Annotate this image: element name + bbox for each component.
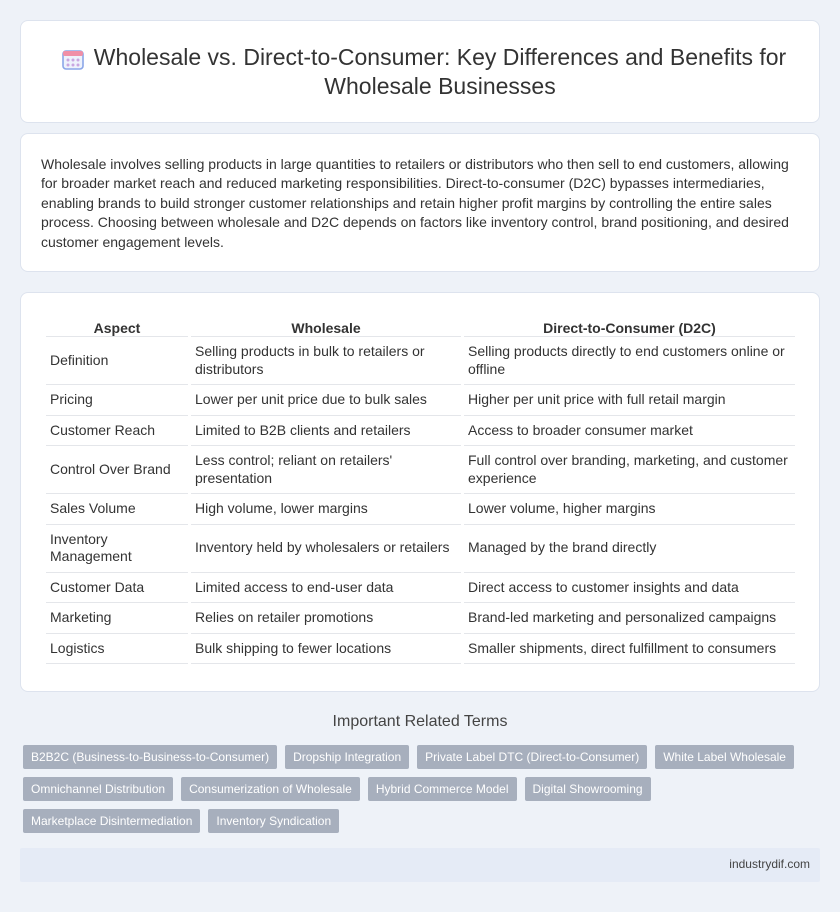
related-tag[interactable]: Omnichannel Distribution <box>23 777 173 801</box>
row-aspect: Definition <box>46 337 188 385</box>
related-tag[interactable]: B2B2C (Business-to-Business-to-Consumer) <box>23 745 277 769</box>
intro-card <box>20 133 820 272</box>
row-wholesale: Less control; reliant on retailers' presentation <box>191 446 461 494</box>
comparison-table <box>43 315 798 664</box>
row-wholesale: Selling products in bulk to retailers or distributors <box>191 337 461 385</box>
table-row <box>46 337 795 385</box>
row-wholesale: Relies on retailer promotions <box>191 603 461 634</box>
related-tag[interactable]: Hybrid Commerce Model <box>368 777 517 801</box>
header-d2c: Direct-to-Consumer (D2C) <box>464 315 795 337</box>
row-wholesale: Limited to B2B clients and retailers <box>191 416 461 447</box>
footer <box>20 848 820 882</box>
table-row <box>46 634 795 665</box>
row-aspect: Customer Reach <box>46 416 188 447</box>
related-terms-tags <box>23 745 813 833</box>
table-row <box>46 525 795 573</box>
row-d2c: Selling products directly to end customers online or offline <box>464 337 795 385</box>
row-aspect: Logistics <box>46 634 188 665</box>
row-d2c: Smaller shipments, direct fulfillment to consumers <box>464 634 795 665</box>
related-tag[interactable]: Marketplace Disintermediation <box>23 809 200 833</box>
row-d2c: Full control over branding, marketing, and customer experience <box>464 446 795 494</box>
row-d2c: Access to broader consumer market <box>464 416 795 447</box>
row-aspect: Control Over Brand <box>46 446 188 494</box>
row-d2c: Direct access to customer insights and data <box>464 573 795 604</box>
row-d2c: Higher per unit price with full retail margin <box>464 385 795 416</box>
row-wholesale: Inventory held by wholesalers or retailers <box>191 525 461 573</box>
footer-site[interactable]: industrydif.com <box>729 857 810 871</box>
related-tag[interactable]: Private Label DTC (Direct-to-Consumer) <box>417 745 647 769</box>
row-aspect: Customer Data <box>46 573 188 604</box>
row-wholesale: High volume, lower margins <box>191 494 461 525</box>
header-wholesale: Wholesale <box>191 315 461 337</box>
related-tag[interactable]: Inventory Syndication <box>208 809 339 833</box>
related-tag[interactable]: Dropship Integration <box>285 745 409 769</box>
row-aspect: Inventory Management <box>46 525 188 573</box>
page-title: Wholesale vs. Direct-to-Consumer: Key Differences and Benefits for Wholesale Businesses <box>93 44 787 99</box>
row-aspect: Pricing <box>46 385 188 416</box>
title-card <box>20 20 820 123</box>
row-wholesale: Lower per unit price due to bulk sales <box>191 385 461 416</box>
table-row <box>46 494 795 525</box>
row-aspect: Marketing <box>46 603 188 634</box>
row-wholesale: Limited access to end-user data <box>191 573 461 604</box>
row-d2c: Managed by the brand directly <box>464 525 795 573</box>
comparison-card <box>20 292 820 692</box>
row-d2c: Brand-led marketing and personalized campaigns <box>464 603 795 634</box>
row-wholesale: Bulk shipping to fewer locations <box>191 634 461 665</box>
related-tag[interactable]: Digital Showrooming <box>525 777 651 801</box>
header-aspect: Aspect <box>46 315 188 337</box>
intro-paragraph: Wholesale involves selling products in large quantities to retailers or distributors who then sell to end customers, allowing for broader market reach and reduced marketing responsibilities. Direct-to-consumer (D2C) bypasses intermediaries, enabling brands to build stronger customer relationships and retain higher profit margins by controlling the entire sales process. Choosing between wholesale and D2C depends on factors like inventory control, brand positioning, and desired customer engagement levels. <box>41 156 789 250</box>
table-row <box>46 385 795 416</box>
related-tag[interactable]: White Label Wholesale <box>655 745 794 769</box>
table-header-row <box>46 315 795 337</box>
related-terms-heading: Important Related Terms <box>332 713 508 730</box>
table-row <box>46 603 795 634</box>
row-d2c: Lower volume, higher margins <box>464 494 795 525</box>
table-row <box>46 416 795 447</box>
table-row <box>46 573 795 604</box>
related-tag[interactable]: Consumerization of Wholesale <box>181 777 360 801</box>
row-aspect: Sales Volume <box>46 494 188 525</box>
table-row <box>46 446 795 494</box>
